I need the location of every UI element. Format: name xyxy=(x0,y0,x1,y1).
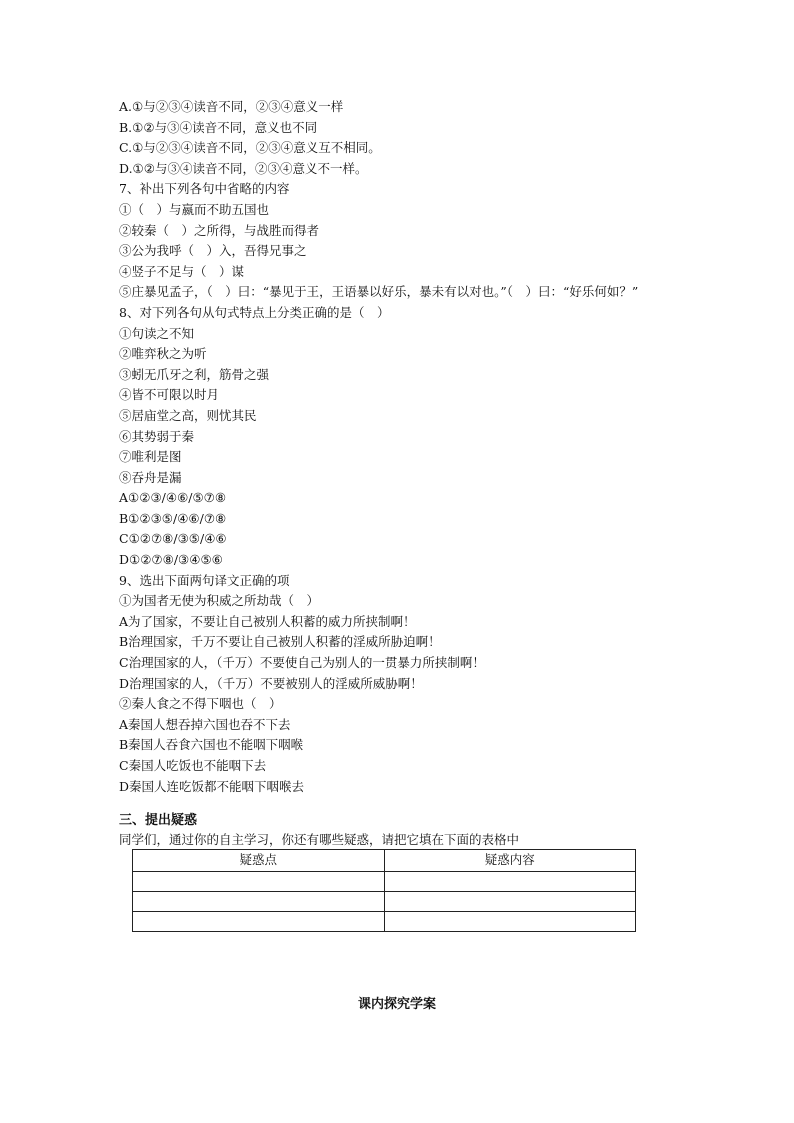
question-7-item-1: ①（ ）与嬴而不助五国也 xyxy=(119,201,270,217)
option-a-pronunciation: A.①与②③④读音不同，②③④意义一样 xyxy=(119,99,344,114)
option-b-pronunciation: B.①②与③④读音不同，意义也不同 xyxy=(119,119,318,135)
question-7-item-3: ③公为我呼（ ）入，吾得兄事之 xyxy=(119,243,307,259)
question-8-item-8: ⑧吞舟是漏 xyxy=(119,469,182,485)
section-3-title: 三、提出疑惑 xyxy=(119,813,198,829)
doubt-content-header: 疑惑内容 xyxy=(384,850,636,872)
doubt-point-cell[interactable] xyxy=(133,911,385,931)
question-9-sentence-2: ②秦人食之不得下咽也（ ） xyxy=(119,696,282,712)
doubt-content-cell[interactable] xyxy=(384,871,636,891)
page-footer-title: 课内探究学案 xyxy=(357,997,436,1012)
option-d-pronunciation: D.①②与③④读音不同，②③④意义不一样。 xyxy=(119,160,368,176)
doubt-content-cell[interactable] xyxy=(384,891,636,911)
question-8-title: 8、对下列各句从句式特点上分类正确的是（ ） xyxy=(119,304,390,320)
question-9-title: 9、选出下面两句译文正确的项 xyxy=(119,572,290,588)
question-9-1-option-a: A为了国家，不要让自己被别人积蓄的威力所挟制啊！ xyxy=(119,613,416,629)
question-9-2-option-a: A秦国人想吞掉六国也吞不下去 xyxy=(119,716,291,732)
question-7-item-2: ②较秦（ ）之所得，与战胜而得者 xyxy=(119,222,320,238)
question-9-2-option-b: B秦国人吞食六国也不能咽下咽喉 xyxy=(119,737,304,753)
question-8-item-2: ②唯弈秋之为听 xyxy=(119,346,207,362)
doubt-point-cell[interactable] xyxy=(133,891,385,911)
doubt-point-cell[interactable] xyxy=(133,871,385,891)
doubt-point-header: 疑惑点 xyxy=(133,850,385,872)
question-8-item-3: ③蚓无爪牙之利，筋骨之强 xyxy=(119,366,270,382)
question-9-1-option-d: D治理国家的人，（千万）不要被别人的淫威所威胁啊！ xyxy=(119,675,423,691)
doubt-table-header-row xyxy=(133,850,636,872)
question-9-1-option-b: B治理国家，千万不要让自己被别人积蓄的淫威所胁迫啊！ xyxy=(119,634,441,650)
question-8-option-b: B①②③⑤/④⑥/⑦⑧ xyxy=(119,510,227,526)
table-row xyxy=(133,911,636,931)
question-7-item-4: ④竖子不足与（ ）谋 xyxy=(119,263,245,279)
doubt-content-cell[interactable] xyxy=(384,911,636,931)
question-8-option-d: D①②⑦⑧/③④⑤⑥ xyxy=(119,552,223,568)
question-9-1-option-c: C治理国家的人，（千万）不要使自己为别人的一贯暴力所挟制啊！ xyxy=(119,655,485,671)
question-9-2-option-c: C秦国人吃饭也不能咽下去 xyxy=(119,758,267,773)
question-9-sentence-1: ①为国者无使为积威之所劫哉（ ） xyxy=(119,593,320,609)
question-8-item-6: ⑥其势弱于秦 xyxy=(119,428,195,444)
section-3-intro: 同学们，通过你的自主学习，你还有哪些疑惑，请把它填在下面的表格中 xyxy=(119,832,520,848)
question-8-item-4: ④皆不可限以时月 xyxy=(119,387,220,403)
question-9-2-option-d: D秦国人连吃饭都不能咽下咽喉去 xyxy=(119,778,305,794)
doubt-table xyxy=(132,849,636,932)
question-8-item-1: ①句读之不知 xyxy=(119,325,195,341)
table-row xyxy=(133,891,636,911)
question-7-title: 7、补出下列各句中省略的内容 xyxy=(119,181,290,197)
question-8-option-c: C①②⑦⑧/③⑤/④⑥ xyxy=(119,531,227,547)
table-row xyxy=(133,871,636,891)
question-8-item-7: ⑦唯利是图 xyxy=(119,449,182,465)
document-body xyxy=(119,97,719,932)
question-7-item-5: ⑤庄暴见孟子，（ ）曰：“暴见于王，王语暴以好乐，暴未有以对也。”（ ）曰：“好乐何如？” xyxy=(119,284,639,300)
option-c-pronunciation: C.①与②③④读音不同，②③④意义互不相同。 xyxy=(119,140,381,156)
question-8-item-5: ⑤居庙堂之高，则忧其民 xyxy=(119,407,257,423)
question-8-option-a: A①②③/④⑥/⑤⑦⑧ xyxy=(119,490,227,506)
